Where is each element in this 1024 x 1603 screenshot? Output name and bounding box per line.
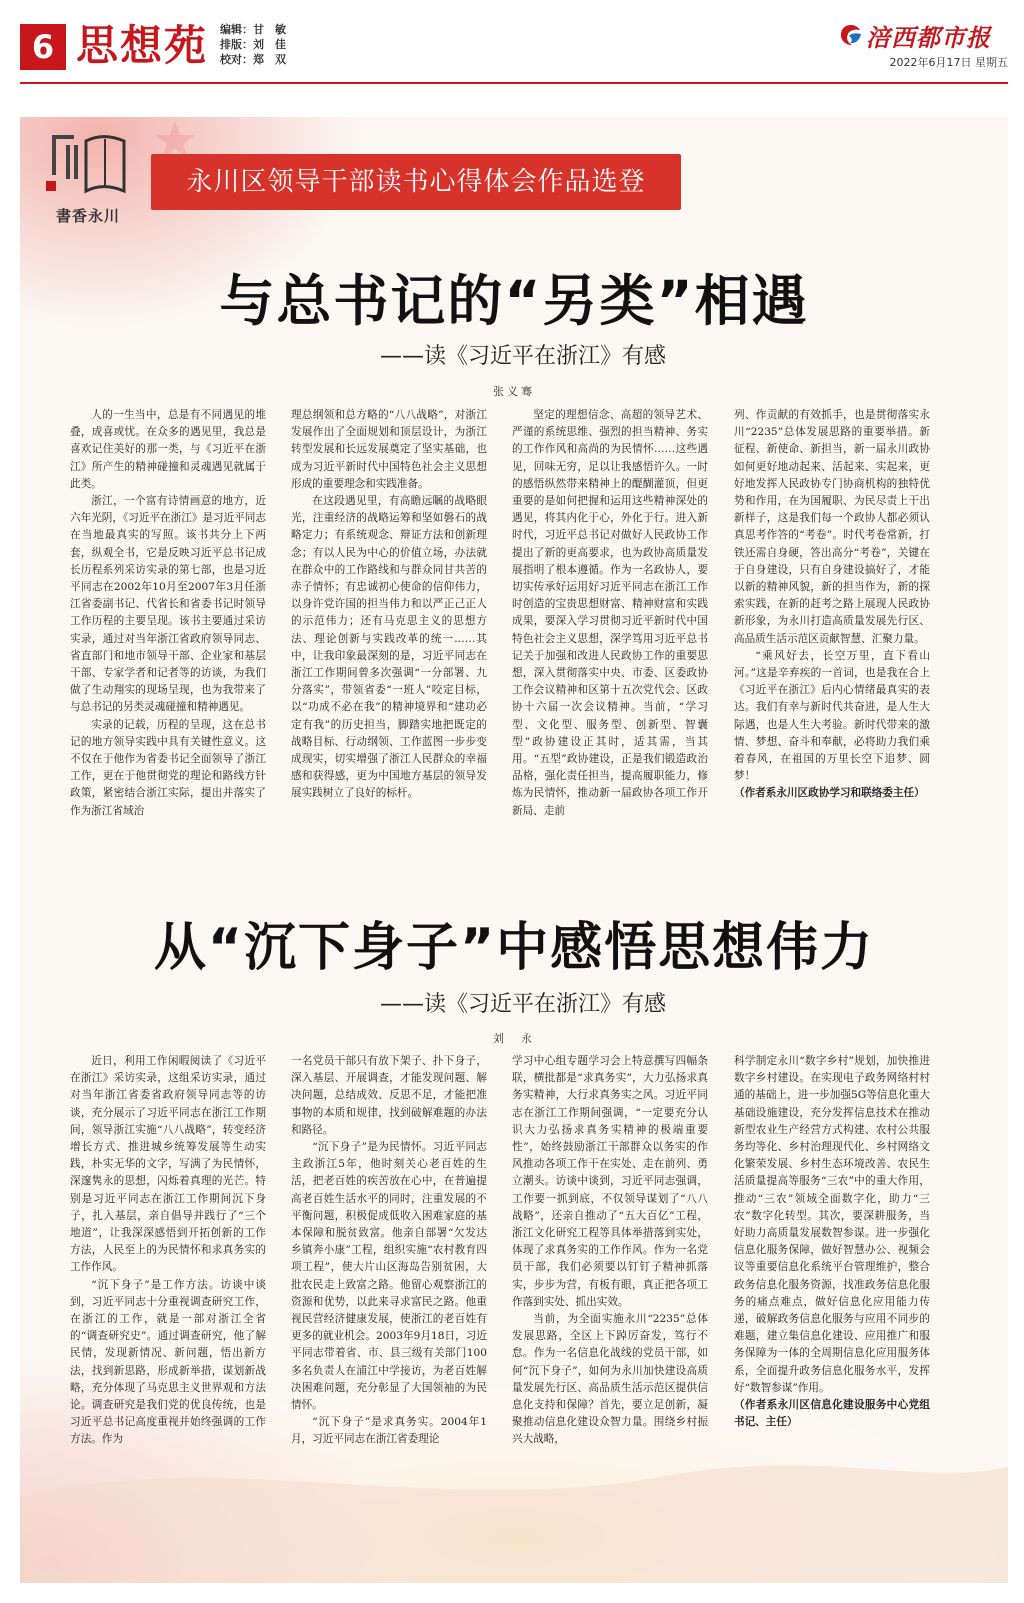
paragraph: “乘风好去，长空万里，直下看山河。”这是辛弃疾的一首词，也是我在合上《习近平在浙江》后内心情绪最真实的表达。我们有幸与新时代共奋进，是人生大际遇，也是人生大考验。新时代带来的激情、梦想、奋斗和奉献，必将助力我们乘着春风，在祖国的万里长空下追梦、圆梦！ — [734, 649, 930, 783]
newspaper-brand — [838, 18, 1008, 74]
logo-caption: 書香永川 — [55, 207, 120, 225]
issue-date: 2022年6月17日 星期五 — [889, 56, 1008, 69]
editor-credits — [220, 22, 286, 67]
masthead — [20, 18, 1008, 76]
paragraph: 一名党员干部只有放下架子、扑下身子，深入基层、开展调查，才能发现问题、解决问题，总结成效、反思不足，才能把准事物的本质和规律，找到破解难题的办法和路径。 — [291, 1055, 487, 1136]
book-logo-icon — [42, 131, 134, 205]
article-1-column-1 — [70, 407, 266, 859]
paragraph: 浙江，一个富有诗情画意的地方，近六年光阴，《习近平在浙江》是习近平同志在当地最真实的写照。该书共分上下两套，纵观全书，它是反映习近平总书记成长历程系列采访实录的第七部，也是习近平同志在2002年10月至2007年3月任浙江省委副书记、代省长和省委书记时领导工作历程的主要呈现。该书主要通过采访实录，通过对当年浙江省政府领导同志、省直部门和地市领导干部、企业家和基层干部、专家学者和记者等的访谈，为我们做了生动翔实的现场呈现，也为我带来了与总书记的另类灵魂碰撞和精神遇见。 — [70, 495, 266, 714]
paragraph: 学习中心组专题学习会上特意撰写四幅条联，横批都是“求真务实”，大力弘扬求真务实精神，大行求真务实之风。习近平同志在浙江工作期间强调，“一定要充分认识大力弘扬求真务实精神的极端重要性”，始终鼓励浙江干部群众以务实的作风推动各项工作干在实处、走在前列、勇立潮头。访谈中谈到，习近平同志强调，工作要一抓到底，不仅领导谋划了“八八战略”，还亲自推动了“五大百亿”工程，浙江文化研究工程等具体举措落到实处，体现了求真务实的工作作风。作为一名党员干部，我们必须要以钉钉子精神抓落实，步步为营，有板有眼，真正把各项工作落到实处、抓出实效。 — [512, 1055, 708, 1308]
article-1-column-4 — [734, 407, 930, 859]
newspaper-logo-icon — [838, 22, 864, 48]
paragraph: 列、作贡献的有效抓手，也是贯彻落实永川“2235”总体发展思路的重要举措。新征程、新使命、新担当，新一届永川政协如何更好地动起来、活起来、实起来，更好地发挥人民政协专门协商机构的独特优势和作用，在为国履职、为民尽责上干出新样子，这是我们每一个政协人都必须认真思考作答的“考卷”。时代考卷常新，打铁还需自身硬，答出高分“考卷”，关键在于自身建设，只有自身建设搞好了，才能以新的精神风貌，新的担当作为，新的探索实践，在新的赶考之路上展现人民政协新形象，为永川打造高质量发展先行区、高品质生活示范区贡献智慧、汇聚力量。 — [734, 409, 930, 645]
author-note: （作者系永川区信息化建设服务中心党组书记、主任） — [734, 1399, 930, 1429]
feature-banner — [151, 154, 681, 210]
paragraph: 坚定的理想信念、高超的领导艺术、严谨的系统思维、强烈的担当精神、务实的工作作风和高尚的为民情怀……这些遇见，回味无穷，足以让我感悟许久。一时的感悟纵然带来精神上的醍醐灌顶，但更重要的是如何把握和运用这些精神深处的遇见，将其内化于心，外化于行。进入新时代，习近平总书记对做好人民政协工作提出了新的更高要求，也为政协高质量发展指明了根本遵循。作为一名政协人，要切实传承好运用好习近平同志在浙江工作时创造的宝贵思想财富、精神财富和实践成果，要深入学习贯彻习近平新时代中国特色社会主义思想，深学笃用习近平总书记关于加强和改进人民政协工作的重要思想，深入贯彻落实中央、市委、区委政协工作会议精神和区第十五次党代会、区政协十六届一次会议精神。当前，“学习型、文化型、服务型、创新型、智囊型”政协建设正其时，适其需，当其用。“五型”政协建设，正是我们锻造政治品格，强化责任担当，提高履职能力，修炼为民情怀，推动新一届政协各项工作开新局、走前 — [512, 409, 708, 817]
article-1-column-3 — [512, 407, 708, 859]
shuxiang-yongchuan-logo — [42, 131, 134, 227]
article-2-author: 刘 永 — [493, 1032, 535, 1045]
article-2-column-4 — [734, 1053, 930, 1487]
article-1-title: 与总书记的“另类”相遇 — [219, 269, 809, 333]
paragraph: “沉下身子”是为民情怀。习近平同志主政浙江5年，他时刻关心老百姓的生活，把老百姓的疾苦放在心中，在普遍提高老百姓生活水平的同时，注重发展的不平衡问题，积极促成低收入困难家庭的基本保障和脱贫致富。他亲自部署“欠发达乡镇奔小康”工程，组织实施“农村教育四项工程”，使大片山区海岛告别贫困，大批农民走上致富之路。他留心观察浙江的资源和优势，以此来寻求富民之路。他重视民营经济健康发展，使浙江的老百姓有更多的就业机会。2003年9月18日，习近平同志带着省、市、县三级有关部门100多名负责人在浦江中学接访，为老百姓解决困难问题，充分彰显了大国领袖的为民情怀。 — [291, 1141, 487, 1412]
paragraph: 近日，利用工作闲暇阅读了《习近平在浙江》采访实录，这组采访实录，通过对当年浙江省委省政府领导同志等的访谈，充分展示了习近平同志在浙江工作期间，领导浙江实施“八八战略”，转变经济增长方式、推进城乡统筹发展等生动实践，朴实无华的文字，写满了为民情怀，深邃隽永的思想，闪烁着真理的光芒。特别是习近平同志在浙江工作期间沉下身子，扎入基层，亲自倡导并践行了“三个地道”，让我深深感悟到开拓创新的工作方法，人民至上的为民情怀和求真务实的工作作风。 — [70, 1055, 266, 1274]
editor-line: 编辑：甘 敏 — [220, 23, 286, 36]
article-1-author: 张义骞 — [493, 385, 535, 398]
article-2-subtitle: ——读《习近平在浙江》有感 — [379, 992, 666, 1017]
section-name: 思想苑 — [76, 21, 209, 70]
author-note: （作者系永川区政协学习和联络委主任） — [734, 787, 925, 800]
page-number: 6 — [20, 24, 66, 70]
article-2-column-3 — [512, 1053, 708, 1487]
paragraph: 实录的记载，历程的呈现，这在总书记的地方领导实践中具有关键性意义。这不仅在于他作为省委书记全面领导了浙江工作，更在于他贯彻党的理论和路线方针政策，紧密结合浙江实际，提出并落实了作为浙江省域治 — [70, 718, 266, 817]
paragraph: 当前，为全面实施永川“2235”总体发展思路，全区上下踔厉奋发，笃行不怠。作为一名信息化战线的党员干部，如何“沉下身子”，如何为永川加快建设高质量发展先行区、高品质生活示范区提供信息化支持和保障？首先，要立足创新，凝聚推动信息化建设众智力量。围绕乡村振兴大战略， — [512, 1313, 708, 1446]
paragraph: 理总纲领和总方略的“八八战略”，对浙江发展作出了全面规划和顶层设计，为浙江转型发展和长远发展奠定了坚实基础，也成为习近平新时代中国特色社会主义思想形成的重要理念和实践准备。 — [291, 409, 487, 490]
paragraph: 人的一生当中，总是有不同遇见的堆叠，成喜或忧。在众多的遇见里，我总是喜欢记住美好的那一类，与《习近平在浙江》所产生的精神碰撞和灵魂遇见就属于此类。 — [70, 409, 266, 490]
layout-editor-line: 排版：刘 佳 — [220, 38, 286, 51]
article-1-column-2 — [291, 407, 487, 859]
paragraph: 在这段遇见里，有高瞻远瞩的战略眼光，注重经济的战略运筹和坚如磐石的战略定力；有系统观念、辩证方法和创新理念；有以人民为中心的价值立场，办法就在群众中的工作路线和与群众同甘共苦的赤子情怀；有忠诚初心使命的信仰伟力，以身许党许国的担当伟力和以严正己正人的示范伟力；还有马克思主义的思想方法、理论创新与实践改革的统一……其中，让我印象最深刻的是，习近平同志在浙江工作期间曾多次强调“一分部署、九分落实”，带领省委“一班人”咬定目标，以“功成不必在我”的精神境界和“建功必定有我”的历史担当，脚踏实地把既定的战略目标、行动纲领、工作蓝图一步步变成现实，切实增强了浙江人民群众的幸福感和获得感，更为中国地方基层的领导发展实践树立了良好的标杆。 — [291, 495, 487, 800]
article-2-title: 从“沉下身子”中感悟思想伟力 — [153, 918, 875, 978]
newspaper-name: 涪西都市报 — [866, 23, 991, 52]
paragraph: “沉下身子”是求真务实。2004年1月，习近平同志在浙江省委理论 — [291, 1416, 487, 1446]
masthead-rule — [20, 82, 1008, 84]
feature-banner-text: 永川区领导干部读书心得体会作品选登 — [186, 167, 646, 197]
proofreader-line: 校对：郑 双 — [220, 53, 286, 66]
paragraph: 科学制定永川“数字乡村”规划，加快推进数字乡村建设。在实现电子政务网络村村通的基础上，进一步加强5G等信息化重大基础设施建设，充分发挥信息技术在推动新型农业生产经营方式构建、农村公共服务均等化、乡村治理现代化、乡村网络文化繁荣发展、乡村生态环境改善、农民生活质量提高等服务“三农”中的重大作用，推动“三农”领域全面数字化，助力“三农”数字化转型。其次，要深耕服务，当好助力高质量发展数智参谋。进一步强化信息化服务保障，做好智慧办公、视频会议等重要信息化系统平台管理维护，整合政务信息化服务资源，找准政务信息化服务的痛点难点，做好信息化应用能力传递，破解政务信息化服务与应用不同步的难题，建立集信息化建设、应用推广和服务保障为一体的全周期信息化应用服务体系，全面提升政务信息化服务水平，发挥好“数智参谋”作用。 — [734, 1055, 930, 1394]
content-frame — [20, 117, 1008, 1583]
article-2-column-2 — [291, 1053, 487, 1487]
paragraph: “沉下身子”是工作方法。访谈中谈到，习近平同志十分重视调查研究工作，在浙江的工作，就是一部对浙江全省的“调查研究史”。通过调查研究，他了解民情，发现新情况、新问题，悟出新方法，找到新思路，形成新举措，谋划新战略，充分体现了马克思主义世界观和方法论。调查研究是我们党的优良传统，也是习近平总书记高度重视并始终强调的工作方法。作为 — [70, 1278, 266, 1446]
article-2-column-1 — [70, 1053, 266, 1487]
article-1-subtitle: ——读《习近平在浙江》有感 — [379, 344, 666, 369]
